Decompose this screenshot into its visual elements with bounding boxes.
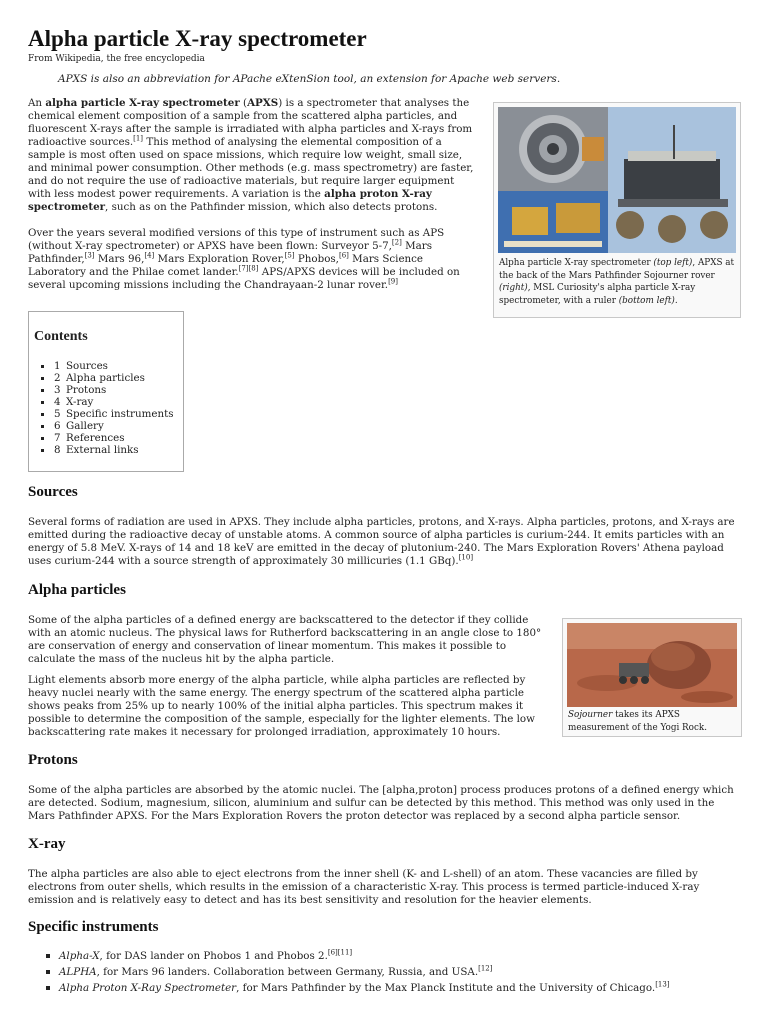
toc-item-specific-instruments[interactable]	[37, 408, 174, 420]
toc-number: 2	[54, 372, 61, 384]
toc-number: 7	[54, 432, 61, 444]
toc-link[interactable]: Protons	[66, 384, 107, 396]
page-title: Alpha particle X-ray spectrometer	[28, 26, 367, 51]
heading-specific-instruments: Specific instruments	[28, 919, 159, 935]
term-apxs-full: alpha particle X-ray spectrometer	[45, 97, 240, 109]
protons-paragraph	[28, 784, 740, 823]
intro-paragraph-2	[28, 227, 480, 292]
toc-item-external-links[interactable]	[37, 444, 174, 456]
figure-caption	[499, 257, 737, 307]
page-subtitle: From Wikipedia, the free encyclopedia	[28, 54, 205, 64]
citation-link[interactable]: [2]	[391, 238, 402, 247]
hatnote: APXS is also an abbreviation for APache eXtenSion tool, an extension for Apache web servers.	[58, 73, 561, 85]
citation-link[interactable]: [9]	[388, 277, 398, 286]
toc-item-alpha-particles[interactable]	[37, 372, 174, 384]
caption-em: (right)	[499, 283, 528, 293]
citation-link[interactable]: [4]	[144, 251, 155, 260]
heading-x-ray: X-ray	[28, 836, 66, 852]
toc-link[interactable]: Specific instruments	[66, 408, 174, 420]
instrument-name: Alpha-X	[59, 950, 100, 962]
citation-link[interactable]: [6]	[338, 251, 349, 260]
toc-item-x-ray[interactable]	[37, 396, 174, 408]
intro-paragraph-1	[28, 97, 480, 214]
intro-text: Mars Pathfinder,	[28, 240, 433, 265]
caption-em: (top left)	[653, 258, 693, 268]
intro-text: This method of analysing the elemental composition of a sample is most often used on space missions, which require low weight, small size, and minimal power consumption. Other methods (e.g. mass spectrometry) are faster, and do not require the use of radioactive materials, but require larger equipment with less modest power requirements. A variation is the	[28, 136, 474, 200]
figure-sojourner-yogi	[562, 618, 742, 737]
intro-text: Mars Science Laboratory and the Philae comet lander.	[28, 253, 424, 278]
citation-link[interactable]: [12]	[478, 964, 493, 973]
alpha-paragraph-2	[28, 674, 546, 739]
toc-link[interactable]: References	[66, 432, 125, 444]
alpha-text-1: Some of the alpha particles of a defined energy are backscattered to the detector if they collide with an atomic nucleus. The physical laws for Rutherford backscattering in an angle close to 180° are conservation of energy and conservation of linear momentum. This makes it possible to calculate the mass of the nucleus hit by the alpha particle.	[28, 614, 542, 665]
intro-text: ) is a spectrometer that analyses the chemical element composition of a sample from the scattered alpha particles, and fluorescent X-rays after the sample is irradiated with alpha particles and X-rays from radioactive sources.	[28, 97, 473, 148]
toc-link[interactable]: Alpha particles	[66, 372, 145, 384]
toc-item-references[interactable]	[37, 432, 174, 444]
caption-text: , MSL Curiosity's alpha particle X-ray spectrometer, with a ruler	[499, 283, 696, 306]
intro-text: Mars Exploration Rover,	[154, 253, 285, 265]
citation-link[interactable]: [1]	[133, 134, 144, 143]
instrument-text: , for DAS lander on Phobos 1 and Phobos 2.	[99, 950, 328, 962]
sources-paragraph	[28, 516, 740, 568]
protons-text: Some of the alpha particles are absorbed by the atomic nuclei. The [alpha,proton] process produces protons of a defined energy which are detected. Sodium, magnesium, silicon, aluminium and sulfur can be detected by this method. This method was only used in the Mars Pathfinder APXS. For the Mars Exploration Rovers the proton detector was replaced by a second alpha particle sensor.	[28, 784, 734, 822]
toc-link[interactable]: Sources	[66, 360, 108, 372]
intro-text: An	[28, 97, 46, 109]
toc-item-sources[interactable]	[37, 360, 174, 372]
toc-link[interactable]: X-ray	[66, 396, 94, 408]
toc-number: 1	[54, 360, 61, 372]
apxs-collage-image[interactable]	[498, 107, 736, 253]
instrument-text: , for Mars 96 landers. Collaboration between Germany, Russia, and USA.	[96, 966, 479, 978]
citation-link[interactable]: [5]	[284, 251, 295, 260]
alpha-paragraph-1	[28, 614, 546, 666]
alpha-text-2: Light elements absorb more energy of the alpha particle, while alpha particles are reflected by heavy nuclei nearly with the same energy. The energy spectrum of the scattered alpha particle shows peaks from 25% up to nearly 100% of the initial alpha particles. This spectrum makes it possible to determine the composition of the sample, especially for the lighter elements. The low backscattering rate makes it necessary for prolonged irradiation, approximately 10 hours.	[28, 674, 535, 738]
intro-text: Mars 96,	[94, 253, 145, 265]
figure-apxs-instruments	[493, 102, 741, 318]
toc-item-protons[interactable]	[37, 384, 174, 396]
instrument-name: Alpha Proton X-Ray Spectrometer	[59, 982, 237, 994]
heading-protons: Protons	[28, 752, 78, 768]
toc-list	[37, 360, 174, 456]
xray-paragraph	[28, 868, 740, 907]
citation-link[interactable]: [7][8]	[238, 264, 259, 273]
toc-number: 4	[54, 396, 61, 408]
sojourner-yogi-rock-image[interactable]	[567, 623, 737, 707]
term-apxs: APXS	[247, 97, 279, 109]
heading-sources: Sources	[28, 484, 78, 500]
citation-link[interactable]: [3]	[84, 251, 95, 260]
sources-text: Several forms of radiation are used in APXS. They include alpha particles, protons, and X-rays. Alpha particles, protons, and X-rays are emitted during the radioactive decay of unstable atoms. A common source of alpha particles is curium-244. It emits particles with an energy of 5.8 MeV. X-rays of 14 and 18 keV are emitted in the decay of plutonium-240. The Mars Exploration Rovers' Athena payload uses curium-244 with a source strength of approximately 30 millicuries (1.1 GBq).	[28, 516, 735, 567]
caption-text: , APXS at the back of the Mars Pathfinder Sojourner rover	[499, 258, 735, 281]
toc-title: Contents	[34, 329, 88, 344]
intro-text: Over the years several modified versions of this type of instrument such as APS (without X-ray spectrometer) or APXS have been flown: Surveyor 5-7,	[28, 227, 445, 252]
citation-link[interactable]: [13]	[655, 980, 670, 989]
intro-text: APS/APXS devices will be included on several upcoming missions including the Chandrayaan-2 lunar rover.	[28, 266, 460, 291]
xray-text: The alpha particles are also able to eject electrons from the inner shell (K- and L-shell) of an atom. These vacancies are filled by electrons from outer shells, which results in the emission of a characteristic X-ray. This process is termed particle-induced X-ray emission and is relatively easy to detect and has its best sensitivity and resolution for the heavier elements.	[28, 868, 700, 906]
toc-number: 3	[54, 384, 61, 396]
term-apxs-proton: alpha proton X-ray spectrometer	[28, 188, 432, 213]
toc-number: 6	[54, 420, 61, 432]
figure-caption	[568, 709, 738, 734]
instruments-list	[43, 948, 743, 996]
toc-number: 8	[54, 444, 61, 456]
table-of-contents	[28, 311, 184, 472]
caption-em: (bottom left)	[618, 295, 675, 306]
caption-text: .	[674, 295, 678, 306]
list-item	[43, 948, 743, 964]
toc-number: 5	[54, 408, 61, 420]
citation-link[interactable]: [6][11]	[327, 948, 353, 957]
caption-text: takes its APXS measurement of the Yogi Rock.	[568, 710, 708, 733]
list-item	[43, 980, 743, 996]
heading-alpha-particles: Alpha particles	[28, 582, 126, 598]
instrument-text: , for Mars Pathfinder by the Max Planck Institute and the University of Chicago.	[236, 982, 656, 994]
intro-text: , such as on the Pathfinder mission, which also detects protons.	[105, 201, 438, 213]
intro-text: Phobos,	[294, 253, 339, 265]
toc-item-gallery[interactable]	[37, 420, 174, 432]
toc-link[interactable]: Gallery	[66, 420, 104, 432]
caption-text: Alpha particle X-ray spectrometer	[499, 258, 654, 268]
instrument-name: ALPHA	[59, 966, 97, 978]
list-item	[43, 964, 743, 980]
intro-text: (	[239, 97, 248, 109]
toc-link[interactable]: External links	[66, 444, 139, 456]
citation-link[interactable]: [10]	[458, 553, 474, 562]
caption-em: Sojourner	[568, 710, 613, 720]
